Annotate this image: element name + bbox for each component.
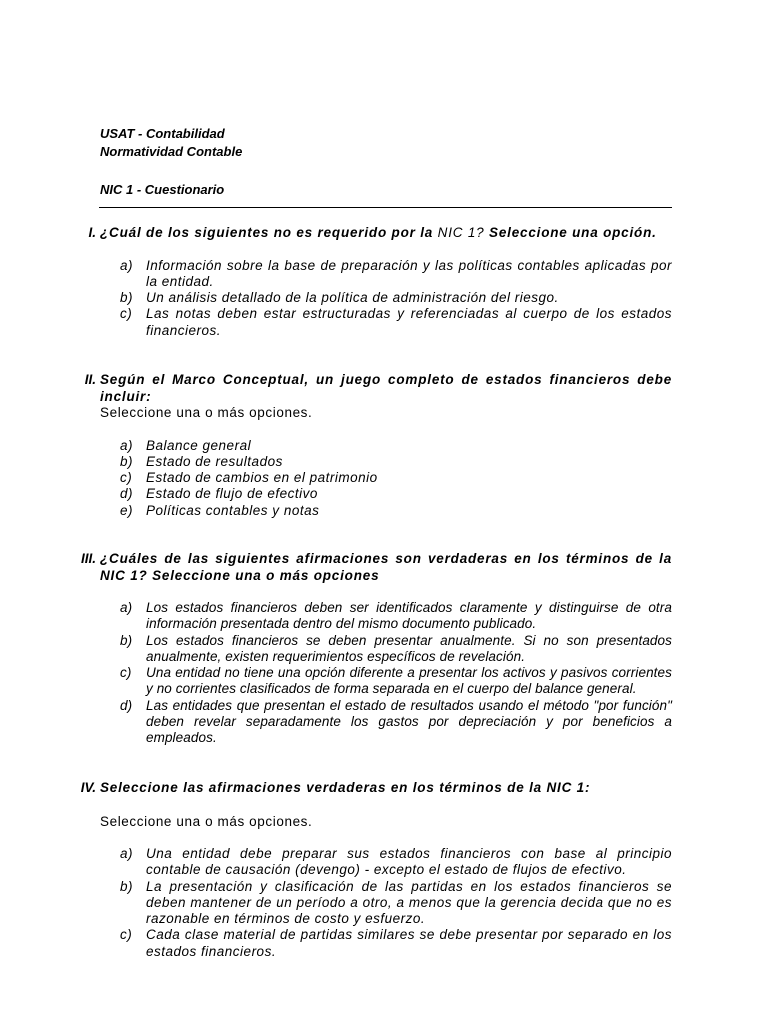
option-letter: d)	[120, 697, 133, 713]
option-item	[120, 846, 672, 879]
question-instruction: Seleccione una o más opciones.	[100, 813, 313, 829]
option-item	[120, 927, 672, 960]
option-text: La presentación y clasificación de las partidas en los estados financieros se deben mantener de un período a otro, a menos que la gerencia decida que no es razonable en términos de costo y esfuerzo.	[146, 878, 672, 927]
option-text: Las notas deben estar estructuradas y referenciadas al cuerpo de los estados financieros.	[146, 306, 672, 338]
course-title: USAT - Contabilidad	[100, 126, 225, 141]
option-item	[120, 290, 672, 306]
options-list	[120, 846, 672, 960]
option-text: Un análisis detallado de la política de administración del riesgo.	[146, 290, 559, 306]
option-letter: c)	[120, 306, 133, 322]
option-letter: b)	[120, 453, 134, 469]
option-letter: d)	[120, 486, 134, 502]
document-title: NIC 1 - Cuestionario	[100, 182, 225, 197]
option-letter: c)	[120, 665, 132, 681]
option-item	[120, 698, 672, 747]
option-item	[120, 503, 672, 519]
option-text: Las entidades que presentan el estado de resultados usando el método "por función" deben revelar separadamente los gastos por depreciación y por beneficios a empleados.	[146, 697, 672, 746]
question-text-part: ¿Cuál de los siguientes no es requerido por la	[100, 225, 438, 240]
option-item	[120, 600, 672, 633]
header-divider	[99, 207, 672, 208]
option-item	[120, 633, 672, 666]
option-letter: c)	[120, 470, 133, 486]
option-text: Políticas contables y notas	[146, 502, 320, 518]
question-text	[100, 225, 672, 242]
option-letter: a)	[120, 257, 134, 273]
question-instruction: Seleccione una o más opciones.	[100, 405, 313, 420]
question-number: II.	[84, 372, 96, 387]
question-2	[62, 372, 672, 519]
question-3	[62, 551, 672, 747]
question-4	[62, 780, 672, 960]
option-text: Estado de flujo de efectivo	[146, 486, 318, 502]
option-letter: a)	[120, 437, 134, 453]
question-number: III.	[80, 551, 96, 566]
option-text: Una entidad debe preparar sus estados financieros con base al principio contable de causación (devengo) - excepto el estado de flujos de efectivo.	[146, 846, 672, 878]
question-text: Según el Marco Conceptual, un juego completo de estados financieros debe incluir:	[100, 372, 672, 404]
question-1	[62, 225, 672, 339]
option-text: Los estados financieros se deben presentar anualmente. Si no son presentados anualmente, existen requerimientos específicos de revelación.	[146, 632, 672, 664]
question-number: I.	[88, 225, 96, 240]
option-text: Cada clase material de partidas similares se debe presentar por separado en los estados financieros.	[146, 927, 672, 959]
options-list	[120, 600, 672, 747]
question-text: ¿Cuáles de las siguientes afirmaciones son verdaderas en los términos de la NIC 1? Seleccione una o más opciones	[100, 551, 672, 583]
option-text: Información sobre la base de preparación y las políticas contables aplicadas por la entidad.	[146, 257, 672, 289]
option-letter: c)	[120, 927, 133, 943]
question-text-part: NIC 1?	[437, 225, 485, 240]
question-text: Seleccione las afirmaciones verdaderas en los términos de la NIC 1:	[100, 780, 591, 795]
option-item	[120, 879, 672, 928]
option-letter: a)	[120, 846, 134, 861]
option-text: Una entidad no tiene una opción diferente a presentar los activos y pasivos corrientes y no corrientes clasificados de forma separada en el cuerpo del balance general.	[146, 665, 672, 697]
option-letter: b)	[120, 632, 133, 648]
option-item	[120, 454, 672, 470]
question-text-part: Seleccione una opción.	[484, 225, 657, 240]
option-item	[120, 486, 672, 502]
option-item	[120, 665, 672, 698]
option-text: Estado de cambios en el patrimonio	[146, 470, 378, 486]
course-subtitle: Normatividad Contable	[100, 144, 243, 159]
question-number: IV.	[80, 780, 96, 795]
option-letter: a)	[120, 600, 133, 615]
option-text: Los estados financieros deben ser identificados claramente y distinguirse de otra información presentada dentro del mismo documento publicado.	[146, 600, 672, 632]
option-letter: b)	[120, 290, 134, 306]
options-list	[120, 258, 672, 339]
option-letter: e)	[120, 502, 134, 518]
option-item	[120, 258, 672, 291]
option-text: Balance general	[146, 437, 252, 453]
option-item	[120, 470, 672, 486]
options-list	[120, 438, 672, 519]
option-letter: b)	[120, 878, 134, 894]
option-text: Estado de resultados	[146, 453, 283, 469]
option-item	[120, 438, 672, 454]
option-item	[120, 306, 672, 339]
